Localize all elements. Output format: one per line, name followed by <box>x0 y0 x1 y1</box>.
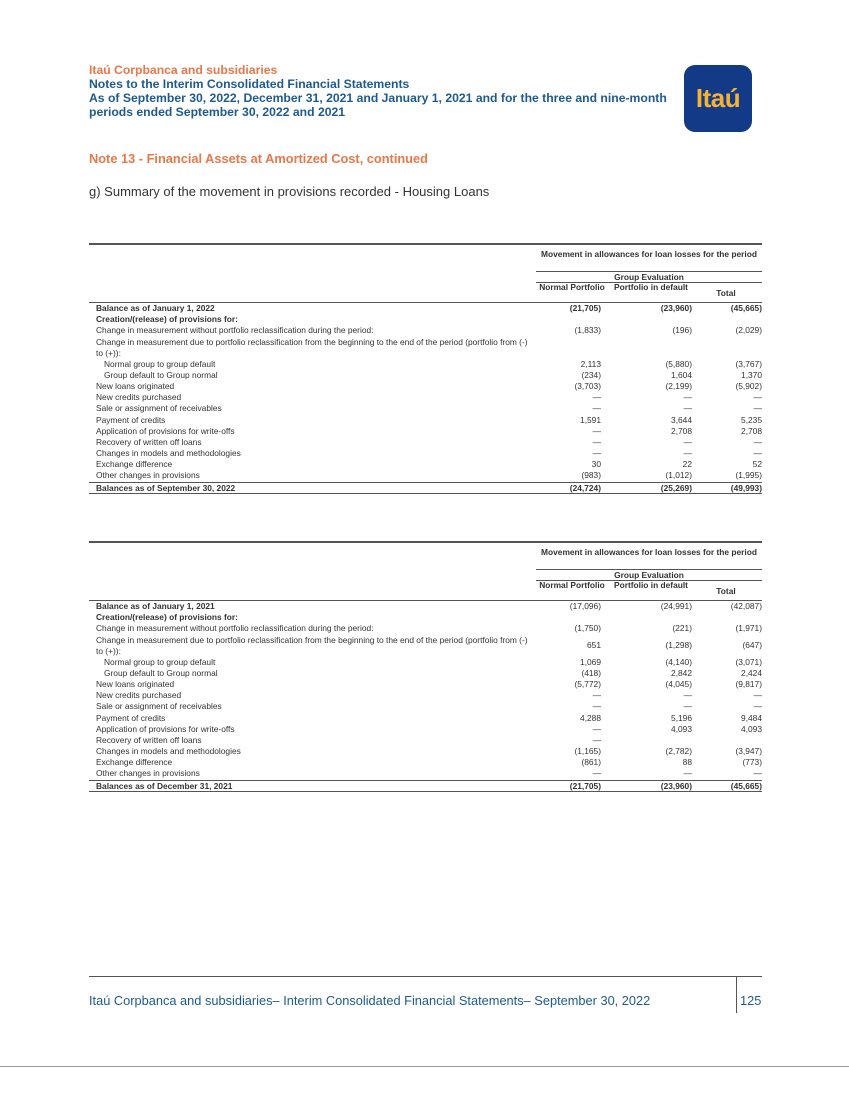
row-value-v1: 4,288 <box>580 712 601 723</box>
row-label: Recovery of written off loans <box>96 734 202 745</box>
row-value-v3: — <box>753 392 762 403</box>
row-value-v1: (5,772) <box>574 678 601 689</box>
footer-text: Itaú Corpbanca and subsidiaries– Interim Consolidated Financial Statements– September 30, 2022 <box>89 993 651 1008</box>
row-value-v1: — <box>592 701 601 712</box>
row-value-v3: 5,235 <box>741 414 762 425</box>
row-label: Balance as of January 1, 2021 <box>96 601 215 611</box>
row-label: Other changes in provisions <box>96 470 200 481</box>
row-value-v1: — <box>592 436 601 447</box>
table-row <box>89 314 762 325</box>
row-value-v2: — <box>683 403 692 414</box>
table-row <box>89 768 762 779</box>
row-label: New loans originated <box>96 380 175 391</box>
row-value-v1: (17,096) <box>569 601 601 611</box>
col-normal-portfolio: Normal Portfolio <box>539 580 605 590</box>
row-value-v1: 2,113 <box>580 358 601 369</box>
provisions-table-2022 <box>89 243 762 494</box>
row-label: Changes in models and methodologies <box>96 448 241 459</box>
table-row <box>89 601 762 612</box>
table-row <box>89 337 762 359</box>
row-value-v3: — <box>753 436 762 447</box>
row-label: Change in measurement due to portfolio reclassification from the beginning to the end of the period (portfolio from (-) to (+)): <box>96 634 528 656</box>
row-value-v1: (1,165) <box>574 746 601 757</box>
row-value-v3: (5,902) <box>735 380 762 391</box>
row-value-v3: (3,767) <box>735 358 762 369</box>
row-value-v1: 1,069 <box>580 656 601 667</box>
table-row <box>89 470 762 481</box>
row-value-v2: (2,199) <box>665 380 692 391</box>
row-value-v3: — <box>753 690 762 701</box>
header-movement: Movement in allowances for loan losses for the period <box>541 249 757 259</box>
row-value-v1: (234) <box>581 369 601 380</box>
row-value-v2: 4,093 <box>671 723 692 734</box>
header-group-evaluation: Group Evaluation <box>536 569 762 581</box>
row-value-v3: — <box>753 768 762 779</box>
row-value-v3: (1,995) <box>735 470 762 481</box>
row-label: Balance as of January 1, 2022 <box>96 303 215 313</box>
total-value-v3: (45,665) <box>730 780 762 791</box>
table-row <box>89 437 762 448</box>
row-value-v3: (9,817) <box>735 678 762 689</box>
table-row <box>89 403 762 414</box>
row-value-v2: (5,880) <box>665 358 692 369</box>
total-value-v2: (25,269) <box>660 482 692 493</box>
section-subtitle: g) Summary of the movement in provisions recorded - Housing Loans <box>89 184 490 199</box>
row-value-v2: (4,140) <box>665 656 692 667</box>
total-row <box>89 482 762 494</box>
row-value-v1: (418) <box>581 667 601 678</box>
table-row <box>89 303 762 314</box>
row-value-v3: — <box>753 701 762 712</box>
row-value-v1: 1,591 <box>580 414 601 425</box>
footer-rule <box>89 976 762 977</box>
provisions-table-2021 <box>89 541 762 792</box>
row-label: Normal group to group default <box>104 358 216 369</box>
row-value-v2: — <box>683 436 692 447</box>
row-value-v2: (196) <box>672 325 692 336</box>
table-row <box>89 746 762 757</box>
row-value-v2: 22 <box>682 459 692 470</box>
logo-text: Itaú <box>695 83 741 113</box>
table-row <box>89 459 762 470</box>
page-bottom-rule <box>0 1066 849 1067</box>
row-value-v1: (21,705) <box>569 303 601 313</box>
row-value-v3: 4,093 <box>741 723 762 734</box>
row-value-v2: (24,991) <box>660 601 692 611</box>
table-row <box>89 426 762 437</box>
table-row <box>89 668 762 679</box>
row-value-v3: 2,708 <box>741 425 762 436</box>
row-label: New credits purchased <box>96 690 182 701</box>
table-row <box>89 359 762 370</box>
table-row <box>89 701 762 712</box>
row-value-v1: — <box>592 448 601 459</box>
table-row <box>89 623 762 634</box>
row-value-v3: (42,087) <box>730 601 762 611</box>
header-group-evaluation: Group Evaluation <box>536 271 762 283</box>
footer-separator <box>736 976 737 1013</box>
row-value-v2: — <box>683 768 692 779</box>
table-row <box>89 392 762 403</box>
row-value-v1: — <box>592 392 601 403</box>
col-total: Total <box>716 586 736 596</box>
row-value-v3: (773) <box>742 757 762 768</box>
row-label: Group default to Group normal <box>104 667 218 678</box>
header-subtitle: Notes to the Interim Consolidated Financial Statements <box>89 77 410 91</box>
row-label: Sale or assignment of receivables <box>96 701 222 712</box>
row-label: Changes in models and methodologies <box>96 746 241 757</box>
row-value-v3: (1,971) <box>735 623 762 634</box>
table-row <box>89 690 762 701</box>
total-value-v3: (49,993) <box>730 482 762 493</box>
row-label: Recovery of written off loans <box>96 436 202 447</box>
row-value-v3: (3,071) <box>735 656 762 667</box>
row-value-v1: (3,703) <box>574 380 601 391</box>
table-row <box>89 381 762 392</box>
header-movement: Movement in allowances for loan losses for the period <box>541 547 757 557</box>
row-value-v3: 1,370 <box>741 369 762 380</box>
total-value-v1: (21,705) <box>569 780 601 791</box>
row-value-v2: — <box>683 392 692 403</box>
document-header <box>89 63 679 119</box>
row-label: Exchange difference <box>96 459 173 470</box>
row-label: Change in measurement without portfolio reclassification during the period: <box>96 325 374 336</box>
row-label: Sale or assignment of receivables <box>96 403 222 414</box>
row-label: Change in measurement without portfolio reclassification during the period: <box>96 623 374 634</box>
row-value-v2: (221) <box>672 623 692 634</box>
row-value-v1: — <box>592 723 601 734</box>
note-title: Note 13 - Financial Assets at Amortized Cost, continued <box>89 151 428 166</box>
row-label: Other changes in provisions <box>96 768 200 779</box>
row-label: Creation/(release) of provisions for: <box>96 612 238 623</box>
row-value-v2: (4,045) <box>665 678 692 689</box>
row-value-v1: — <box>592 425 601 436</box>
page-number: 125 <box>740 993 762 1008</box>
total-row <box>89 780 762 792</box>
row-label: Creation/(release) of provisions for: <box>96 314 238 325</box>
row-value-v2: 3,644 <box>671 414 692 425</box>
row-value-v1: 30 <box>591 459 601 470</box>
row-label: Payment of credits <box>96 414 166 425</box>
row-value-v1: 651 <box>587 639 601 650</box>
row-value-v3: — <box>753 403 762 414</box>
table-row <box>89 757 762 768</box>
row-label: New loans originated <box>96 678 175 689</box>
header-period: As of September 30, 2022, December 31, 2021 and January 1, 2021 and for the three and nine-month periods ended September 30, 2022 and 2021 <box>89 91 667 119</box>
row-value-v3: 52 <box>752 459 762 470</box>
row-value-v2: 2,842 <box>671 667 692 678</box>
row-value-v1: (1,833) <box>574 325 601 336</box>
col-portfolio-default: Portfolio in default <box>614 282 688 292</box>
table-header <box>89 543 762 601</box>
table-row <box>89 415 762 426</box>
table-row <box>89 735 762 746</box>
col-normal-portfolio: Normal Portfolio <box>539 282 605 292</box>
table-row <box>89 635 762 657</box>
row-value-v1: (983) <box>581 470 601 481</box>
row-value-v2: (23,960) <box>660 303 692 313</box>
row-value-v2: (2,782) <box>665 746 692 757</box>
row-label: Exchange difference <box>96 757 173 768</box>
col-portfolio-default: Portfolio in default <box>614 580 688 590</box>
table-row <box>89 713 762 724</box>
row-value-v2: — <box>683 690 692 701</box>
row-value-v2: 2,708 <box>671 425 692 436</box>
row-value-v3: 2,424 <box>741 667 762 678</box>
itau-logo <box>684 65 752 132</box>
row-label: New credits purchased <box>96 392 182 403</box>
total-label: Balances as of September 30, 2022 <box>96 482 236 493</box>
row-label: Group default to Group normal <box>104 369 218 380</box>
total-value-v1: (24,724) <box>569 482 601 493</box>
row-value-v3: (3,947) <box>735 746 762 757</box>
row-value-v3: 9,484 <box>741 712 762 723</box>
table-header <box>89 245 762 303</box>
row-label: Change in measurement due to portfolio reclassification from the beginning to the end of the period (portfolio from (-) to (+)): <box>96 336 528 358</box>
row-value-v1: — <box>592 403 601 414</box>
row-label: Normal group to group default <box>104 656 216 667</box>
table-row <box>89 448 762 459</box>
row-value-v2: — <box>683 701 692 712</box>
row-value-v3: (647) <box>742 639 762 650</box>
row-value-v2: — <box>683 448 692 459</box>
row-value-v1: (861) <box>581 757 601 768</box>
row-value-v2: (1,298) <box>665 639 692 650</box>
row-value-v3: (45,665) <box>730 303 762 313</box>
table-row <box>89 612 762 623</box>
table-row <box>89 657 762 668</box>
row-value-v3: (2,029) <box>735 325 762 336</box>
table-row <box>89 724 762 735</box>
row-value-v2: 5,196 <box>671 712 692 723</box>
row-label: Payment of credits <box>96 712 166 723</box>
row-value-v1: — <box>592 768 601 779</box>
total-value-v2: (23,960) <box>660 780 692 791</box>
table-row <box>89 325 762 336</box>
row-value-v1: — <box>592 690 601 701</box>
row-value-v1: (1,750) <box>574 623 601 634</box>
row-label: Application of provisions for write-offs <box>96 425 235 436</box>
table-row <box>89 370 762 381</box>
col-total: Total <box>716 288 736 298</box>
row-label: Application of provisions for write-offs <box>96 723 235 734</box>
row-value-v3: — <box>753 448 762 459</box>
table-row <box>89 679 762 690</box>
row-value-v2: 88 <box>682 757 692 768</box>
row-value-v2: (1,012) <box>665 470 692 481</box>
row-value-v2: 1,604 <box>671 369 692 380</box>
row-value-v1: — <box>592 734 601 745</box>
company-name: Itaú Corpbanca and subsidiaries <box>89 63 278 77</box>
total-label: Balances as of December 31, 2021 <box>96 780 233 791</box>
